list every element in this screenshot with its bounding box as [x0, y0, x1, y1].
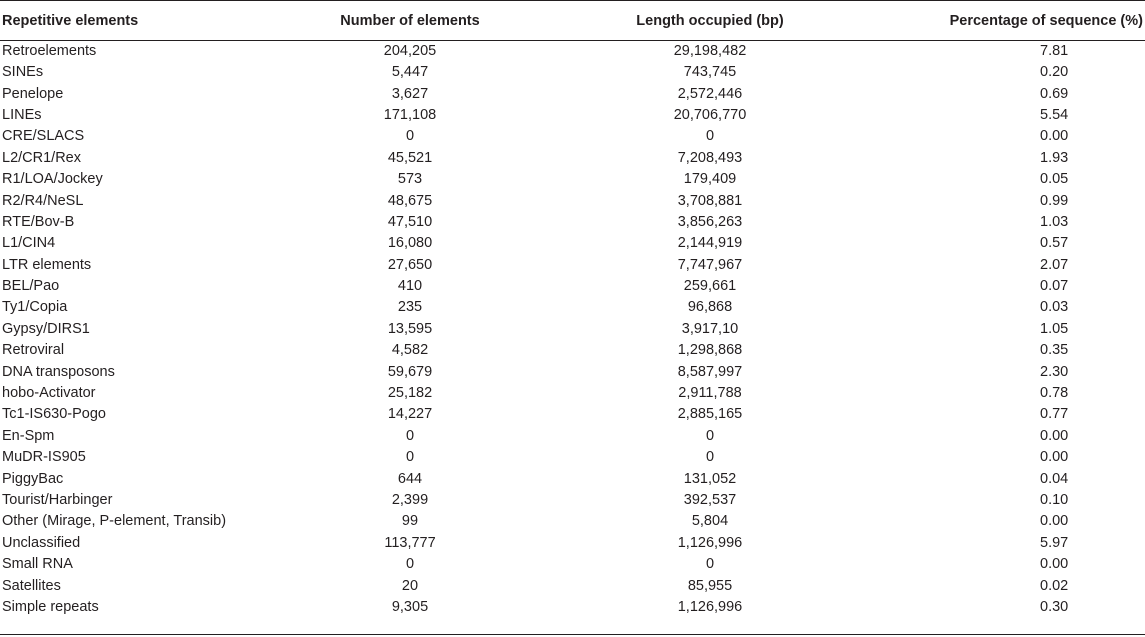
row-percentage: 0.35 — [1040, 342, 1069, 359]
row-element-name: Ty1/Copia — [2, 299, 68, 316]
row-element-name: PiggyBac — [2, 470, 64, 487]
row-length-occupied: 85,955 — [687, 577, 733, 594]
table-row — [0, 511, 1145, 532]
row-percentage: 0.00 — [1040, 128, 1069, 145]
row-length-occupied: 8,587,997 — [677, 363, 743, 380]
row-length-occupied: 1,298,868 — [677, 342, 743, 359]
row-percentage: 0.69 — [1040, 85, 1069, 102]
row-element-name: Other (Mirage, P-element, Transib) — [2, 513, 227, 530]
row-element-name: Retroviral — [2, 342, 65, 359]
table-row — [0, 276, 1145, 297]
row-element-name: R1/LOA/Jockey — [2, 171, 103, 188]
header-number-of-elements: Number of elements — [340, 12, 480, 29]
row-element-name: RTE/Bov-B — [2, 213, 75, 230]
table-row — [0, 490, 1145, 511]
table-row — [0, 361, 1145, 382]
row-number-of-elements: 99 — [401, 513, 419, 530]
row-percentage: 0.57 — [1040, 235, 1069, 252]
row-length-occupied: 7,208,493 — [677, 149, 743, 166]
row-number-of-elements: 13,595 — [387, 320, 433, 337]
row-percentage: 0.99 — [1040, 192, 1069, 209]
row-length-occupied: 3,708,881 — [677, 192, 743, 209]
row-percentage: 0.00 — [1040, 513, 1069, 530]
row-length-occupied: 131,052 — [683, 470, 737, 487]
table-row — [0, 126, 1145, 147]
table-header — [0, 1, 1145, 41]
row-number-of-elements: 47,510 — [387, 213, 433, 230]
row-number-of-elements: 14,227 — [387, 406, 433, 423]
row-number-of-elements: 0 — [405, 556, 415, 573]
row-element-name: R2/R4/NeSL — [2, 192, 84, 209]
row-percentage: 0.00 — [1040, 449, 1069, 466]
row-element-name: MuDR-IS905 — [2, 449, 86, 466]
table-row — [0, 533, 1145, 554]
table-row — [0, 340, 1145, 361]
row-length-occupied: 5,804 — [691, 513, 729, 530]
row-element-name: L1/CIN4 — [2, 235, 56, 252]
row-element-name: Satellites — [2, 577, 61, 594]
row-percentage: 2.30 — [1040, 363, 1069, 380]
row-number-of-elements: 20 — [401, 577, 419, 594]
row-number-of-elements: 0 — [405, 427, 415, 444]
row-number-of-elements: 204,205 — [383, 43, 437, 59]
row-length-occupied: 0 — [705, 449, 715, 466]
row-length-occupied: 20,706,770 — [673, 106, 747, 123]
row-percentage: 1.93 — [1040, 149, 1069, 166]
row-percentage: 0.30 — [1040, 598, 1069, 615]
row-element-name: Retroelements — [2, 43, 97, 59]
row-number-of-elements: 27,650 — [387, 256, 433, 273]
header-repetitive-elements: Repetitive elements — [2, 12, 139, 29]
table-row — [0, 41, 1145, 63]
row-percentage: 5.54 — [1040, 106, 1069, 123]
row-element-name: Tourist/Harbinger — [2, 492, 113, 508]
row-percentage: 1.03 — [1040, 213, 1069, 230]
row-percentage: 0.04 — [1040, 470, 1069, 487]
row-percentage: 5.97 — [1040, 534, 1069, 551]
row-length-occupied: 392,537 — [683, 492, 737, 508]
table-row — [0, 233, 1145, 254]
row-number-of-elements: 9,305 — [391, 598, 429, 615]
row-element-name: Small RNA — [2, 556, 73, 573]
row-percentage: 0.20 — [1040, 64, 1069, 81]
table-row — [0, 468, 1145, 489]
row-element-name: DNA transposons — [2, 363, 115, 380]
row-number-of-elements: 48,675 — [387, 192, 433, 209]
row-number-of-elements: 25,182 — [387, 385, 433, 402]
row-percentage: 1.05 — [1040, 320, 1069, 337]
row-length-occupied: 2,885,165 — [677, 406, 743, 423]
row-number-of-elements: 171,108 — [383, 106, 437, 123]
table-row — [0, 148, 1145, 169]
table-row — [0, 62, 1145, 83]
row-number-of-elements: 113,777 — [384, 534, 436, 551]
table-body — [0, 41, 1145, 619]
row-length-occupied: 179,409 — [683, 171, 737, 188]
row-length-occupied: 2,144,919 — [677, 235, 743, 252]
row-number-of-elements: 0 — [405, 449, 415, 466]
table-row — [0, 105, 1145, 126]
row-percentage: 0.10 — [1040, 492, 1069, 508]
row-length-occupied: 259,661 — [683, 278, 737, 295]
row-percentage: 2.07 — [1040, 256, 1069, 273]
table-row — [0, 597, 1145, 618]
row-element-name: Simple repeats — [2, 598, 99, 615]
row-length-occupied: 0 — [705, 128, 715, 145]
table-row — [0, 190, 1145, 211]
row-element-name: L2/CR1/Rex — [2, 149, 81, 166]
row-number-of-elements: 2,399 — [391, 492, 429, 508]
row-percentage: 0.05 — [1040, 171, 1069, 188]
header-length-occupied: Length occupied (bp) — [636, 12, 784, 29]
row-element-name: Unclassified — [2, 534, 81, 551]
table-row — [0, 297, 1145, 318]
table-row — [0, 83, 1145, 104]
row-element-name: Gypsy/DIRS1 — [2, 320, 90, 337]
row-number-of-elements: 5,447 — [391, 64, 429, 81]
row-number-of-elements: 45,521 — [387, 149, 433, 166]
row-length-occupied: 1,126,996 — [677, 534, 743, 551]
row-length-occupied: 1,126,996 — [677, 598, 743, 615]
row-element-name: LTR elements — [2, 256, 92, 273]
table-row — [0, 554, 1145, 575]
row-length-occupied: 96,868 — [687, 299, 733, 316]
row-number-of-elements: 59,679 — [387, 363, 433, 380]
row-percentage: 0.00 — [1040, 556, 1069, 573]
table-row — [0, 404, 1145, 425]
row-length-occupied: 0 — [705, 556, 715, 573]
table-row — [0, 383, 1145, 404]
row-percentage: 0.00 — [1040, 427, 1069, 444]
row-length-occupied: 2,572,446 — [677, 85, 743, 102]
row-percentage: 0.07 — [1040, 278, 1069, 295]
header-row — [0, 1, 1145, 41]
row-percentage: 0.03 — [1040, 299, 1069, 316]
row-number-of-elements: 3,627 — [391, 85, 429, 102]
table-row — [0, 447, 1145, 468]
row-length-occupied: 0 — [705, 427, 715, 444]
row-length-occupied: 29,198,482 — [673, 43, 747, 59]
table-row — [0, 319, 1145, 340]
table-row — [0, 169, 1145, 190]
row-element-name: CRE/SLACS — [2, 128, 85, 145]
row-element-name: hobo-Activator — [2, 385, 96, 402]
table-row — [0, 426, 1145, 447]
row-number-of-elements: 410 — [397, 278, 423, 295]
row-percentage: 0.78 — [1040, 385, 1069, 402]
row-element-name: Penelope — [2, 85, 64, 102]
table-row — [0, 575, 1145, 596]
row-element-name: En-Spm — [2, 427, 55, 444]
row-element-name: BEL/Pao — [2, 278, 60, 295]
row-length-occupied: 743,745 — [683, 64, 737, 81]
row-element-name: Tc1-IS630-Pogo — [2, 406, 106, 423]
row-length-occupied: 2,911,788 — [678, 385, 742, 402]
row-number-of-elements: 4,582 — [391, 342, 429, 359]
row-percentage: 0.02 — [1040, 577, 1069, 594]
row-number-of-elements: 0 — [405, 128, 415, 145]
row-number-of-elements: 573 — [397, 171, 423, 188]
table-row — [0, 255, 1145, 276]
row-number-of-elements: 16,080 — [387, 235, 433, 252]
row-length-occupied: 3,917,10 — [681, 320, 739, 337]
row-percentage: 0.77 — [1040, 406, 1069, 423]
row-number-of-elements: 644 — [397, 470, 423, 487]
table-bottom-rule — [0, 634, 1145, 635]
row-length-occupied: 3,856,263 — [677, 213, 743, 230]
row-percentage: 7.81 — [1040, 43, 1069, 59]
row-element-name: LINEs — [2, 106, 42, 123]
row-number-of-elements: 235 — [397, 299, 423, 316]
row-element-name: SINEs — [2, 64, 44, 81]
row-length-occupied: 7,747,967 — [677, 256, 743, 273]
header-percentage-of-sequence: Percentage of sequence (%) — [949, 12, 1143, 29]
table-row — [0, 212, 1145, 233]
